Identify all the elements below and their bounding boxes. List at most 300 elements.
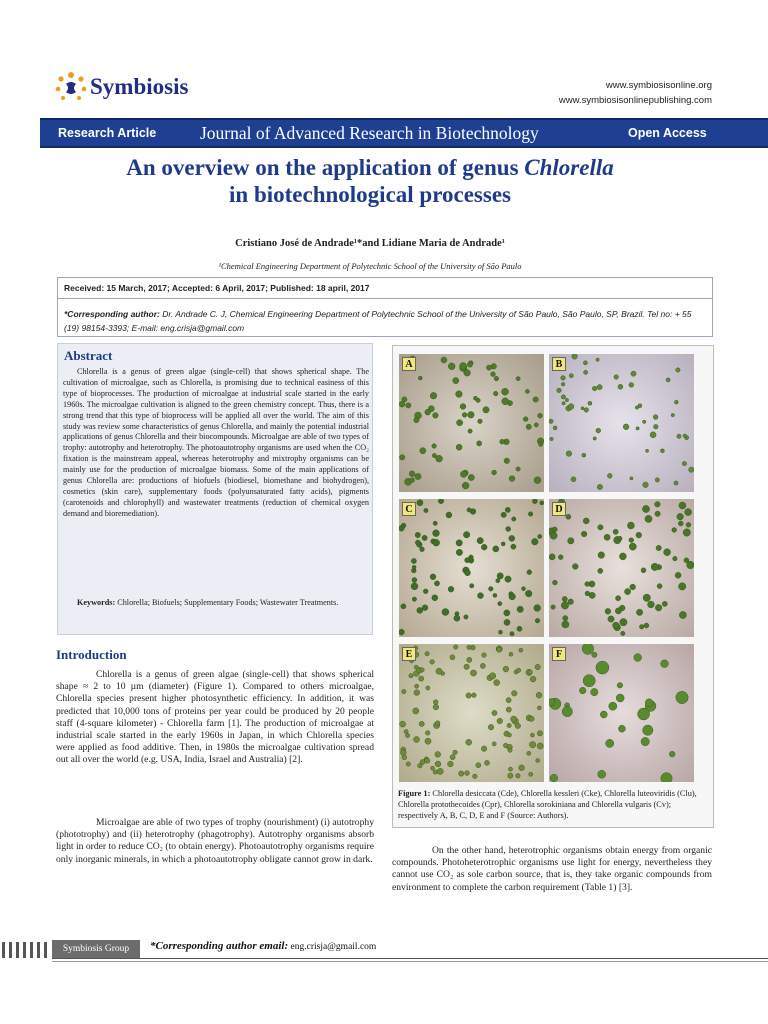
url-symbiosispublishing[interactable]: www.symbiosisonlinepublishing.com [558,95,712,106]
algae-cell [529,772,533,776]
algae-cell [466,739,472,745]
algae-cell [431,766,435,770]
algae-cell [596,661,609,674]
algae-cell [569,374,573,378]
algae-cell [597,484,602,489]
algae-cell [654,424,659,429]
algae-cell [645,699,653,707]
algae-cell [493,546,499,552]
algae-cell [630,477,633,480]
algae-cell [641,568,646,573]
algae-cell [448,761,454,767]
algae-cell [405,733,409,737]
algae-cell [631,371,636,376]
algae-cell [420,668,424,672]
algae-cell [456,540,462,546]
algae-cell [454,645,458,649]
algae-cell [503,666,509,672]
algae-cell [428,406,434,412]
algae-cell [535,618,540,623]
algae-cell [558,555,563,560]
algae-cell [516,467,520,471]
algae-cell [493,593,497,597]
micrograph-panel-d [549,499,694,637]
algae-cell [581,531,587,537]
algae-cell [409,471,415,477]
url-symbiosisonline[interactable]: www.symbiosisonline.org [605,80,712,91]
algae-cell [432,595,438,601]
algae-cell [527,751,531,755]
algae-cell [506,527,511,532]
algae-cell [591,688,598,695]
algae-cell [675,572,681,578]
algae-cell [464,615,468,619]
algae-cell [519,648,523,652]
algae-cell [492,470,497,475]
algae-cell [442,609,449,616]
panel-label-e: E [402,647,416,661]
algae-cell [592,652,597,657]
algae-cell [425,731,430,736]
algae-cell [664,549,671,556]
algae-cell [510,632,514,636]
algae-cell [494,680,500,686]
algae-cell [643,594,650,601]
algae-cell [477,441,482,446]
algae-cell [432,444,437,449]
micrograph-panel-c [399,499,544,637]
algae-cell [400,455,405,460]
algae-cell [568,538,574,544]
algae-cell [592,386,597,391]
algae-cell [606,739,614,747]
algae-cell [523,417,528,422]
algae-cell [460,471,466,477]
algae-cell [477,537,483,543]
algae-cell [419,676,424,681]
algae-cell [506,707,511,712]
article-authors: Cristiano José de Andrade¹*and Lidiane Maria de Andrade¹ [235,238,505,249]
algae-cell [511,544,516,549]
algae-cell [433,530,440,537]
algae-cell [598,552,605,559]
algae-cell [529,716,534,721]
algae-cell [505,507,510,512]
algae-cell [616,596,621,601]
algae-cell [467,657,472,662]
algae-cell [651,563,658,570]
algae-cell [420,448,426,454]
algae-cell [488,724,494,730]
footer-rule [52,958,768,959]
algae-cell [621,631,625,635]
algae-cell [400,750,406,756]
algae-cell [456,444,462,450]
algae-cell [430,660,435,665]
algae-cell [450,655,455,660]
algae-cell [463,532,469,538]
algae-cell [582,453,586,457]
algae-cell [478,419,483,424]
algae-cell [414,737,420,743]
algae-cell [525,590,532,597]
abstract-box [57,343,373,635]
algae-cell [638,404,642,408]
algae-cell [422,535,427,540]
algae-cell [674,400,678,404]
intro-paragraph-2: Microalgae are able of two types of trophy (nourishment) (i) autotrophy (phototrophy) and (ii) heterotrophy (phagotrophy). Autotrophy organisms absorb light in order to reduce CO₂ (to obtain energy). Photoautotrophy organisms require only inorganic minerals, in which a photoautotrophy obligate cannot grow in dark. [56,817,374,865]
algae-cell [650,432,656,438]
algae-cell [516,668,520,672]
algae-cell [562,706,572,716]
algae-cell [655,502,661,508]
algae-cell [597,385,602,390]
algae-cell [661,773,672,782]
algae-cell [568,599,574,605]
algae-cell [399,629,404,635]
algae-cell [685,509,692,516]
algae-cell [525,389,529,393]
algae-cell [655,478,659,482]
algae-cell [456,391,463,398]
algae-cell [501,542,505,546]
algae-cell [528,512,533,517]
algae-cell [473,396,477,400]
algae-cell [613,529,618,534]
algae-cell [473,774,478,779]
algae-cell [642,505,649,512]
algae-cell [584,408,589,413]
algae-cell [453,378,459,384]
algae-cell [502,388,509,395]
algae-cell [481,746,487,752]
algae-cell [550,532,557,539]
algae-cell [472,693,477,698]
algae-cell [662,601,667,606]
algae-cell [657,584,662,589]
algae-cell [689,467,694,472]
keywords: Keywords: Chlorella; Biofuels; Supplementary Foods; Wastewater Treatments. [77,598,339,607]
algae-cell [507,723,511,727]
algae-cell [687,561,694,569]
algae-cell [616,694,624,702]
algae-cell [482,653,487,658]
algae-cell [644,623,649,628]
algae-cell [409,674,413,678]
algae-cell [411,583,418,590]
panel-label-b: B [552,357,566,371]
algae-cell [436,668,442,674]
algae-cell [422,605,428,611]
algae-cell [519,765,525,771]
algae-cell [470,670,476,676]
symbiosis-logo-icon [54,70,88,104]
footer-rule-2 [52,961,768,962]
algae-cell [522,587,526,591]
algae-cell [507,733,511,737]
algae-cell [619,553,626,560]
abstract-heading: Abstract [64,348,113,363]
algae-cell [430,392,437,399]
algae-cell [655,511,660,516]
panel-label-c: C [402,502,416,516]
algae-cell [561,376,566,381]
algae-cell [679,611,686,618]
algae-cell [534,605,541,612]
algae-cell [581,407,584,410]
micrograph-panel-e [399,644,544,782]
info-divider [58,298,712,299]
micrograph-panel-a [399,354,544,492]
algae-cell [438,499,443,504]
algae-cell [433,413,439,419]
algae-cell [499,630,503,634]
algae-cell [480,663,485,668]
algae-cell [643,420,646,423]
algae-cell [562,621,569,628]
algae-cell [413,708,419,714]
algae-cell [596,358,599,361]
algae-cell [489,587,494,592]
algae-cell [593,437,596,440]
micrograph-panel-b [549,354,694,492]
algae-cell [460,404,466,410]
algae-cell [677,434,681,438]
algae-cell [562,596,567,601]
algae-cell [596,428,601,433]
algae-cell [615,608,621,614]
algae-cell [566,451,572,457]
cells-b [549,354,694,492]
algae-cell [671,413,674,416]
algae-cell [608,616,614,622]
algae-cell [426,686,430,690]
algae-cell [516,377,520,381]
algae-cell [528,670,533,675]
algae-cell [414,417,419,422]
algae-cell [561,382,565,386]
algae-cell [565,398,568,401]
algae-cell [566,514,571,519]
algae-cell [625,589,631,595]
algae-cell [509,535,515,541]
algae-cell [509,476,515,482]
algae-cell [557,388,562,393]
algae-cell [506,698,511,703]
algae-cell [470,584,474,588]
algae-cell [494,376,499,381]
algae-cell [503,743,508,748]
journal-title: Journal of Advanced Research in Biotechnology [200,123,539,143]
algae-cell [456,549,462,555]
algae-cell [435,721,440,726]
algae-cell [435,761,441,767]
algae-cell [467,508,471,512]
algae-cell [434,581,439,586]
algae-cell [598,525,603,530]
algae-cell [517,626,522,631]
algae-cell [512,517,516,521]
algae-cell [572,354,578,359]
author-affiliation: ¹Chemical Engineering Department of Polytechnic School of the University of São Paulo [218,261,522,271]
footer-stripes [0,940,50,960]
algae-cell [435,752,441,758]
algae-cell [552,527,557,532]
algae-cell [478,593,484,599]
algae-cell [683,529,690,536]
algae-cell [464,370,471,377]
algae-cell [448,586,454,592]
algae-cell [412,565,416,569]
algae-cell [399,525,404,531]
algae-cell [504,458,510,464]
micrograph-panel-f [549,644,694,782]
algae-cell [589,592,595,598]
algae-cell [446,512,452,518]
algae-cell [666,378,670,382]
algae-cell [549,554,555,560]
algae-cell [588,401,592,405]
algae-cell [656,545,661,550]
algae-cell [568,404,574,410]
panel-label-f: F [552,647,566,661]
algae-cell [550,437,553,440]
algae-cell [433,521,437,525]
algae-cell [636,609,642,615]
algae-cell [430,574,436,580]
introduction-heading: Introduction [56,647,127,662]
algae-cell [614,375,619,380]
algae-cell [453,750,458,755]
article-title: An overview on the application of genus Chlorella in biotechnological processes [126,155,614,207]
algae-cell [414,690,420,696]
article-info-box [57,277,713,337]
algae-cell [468,429,472,433]
algae-cell [623,424,629,430]
algae-cell [636,532,642,538]
algae-cell [598,770,606,778]
algae-cell [561,395,565,399]
figure-caption: Figure 1: Chlorella desiccata (Cde), Chlorella kessleri (Cke), Chlorella luteoviridis (Clu), Chlorella protothecoides (Cpr), Chlorella sorokiniana and Chlorella vulgaris (Cv); respectively A, B, C, D, E and F (Source: Authors). [398,789,697,821]
article-type: Research Article [58,126,157,140]
algae-cell [496,579,500,583]
algae-cell [636,427,639,430]
algae-cell [605,608,611,614]
algae-cell [425,758,430,763]
algae-cell [653,415,658,420]
algae-cell [497,718,503,724]
algae-cell [493,391,498,396]
algae-cell [678,521,683,526]
algae-cell [501,512,506,517]
algae-cell [508,748,512,752]
algae-cell [537,743,543,749]
algae-cell [551,605,555,609]
cells-a [399,354,544,492]
algae-cell [532,538,539,545]
algae-cell [579,687,586,694]
algae-cell [639,625,644,630]
algae-cell [550,774,558,782]
algae-cell [583,361,587,365]
algae-cell [457,420,463,426]
algae-cell [646,449,649,452]
algae-cell [629,538,634,543]
footer-email: *Corresponding author email: eng.crisja@gmail.com [150,940,377,952]
journal-bar [40,118,768,148]
algae-cell [549,419,553,423]
algae-cell [561,602,568,609]
algae-cell [411,558,416,563]
cells-d [549,499,694,637]
intro-paragraph-1: Chlorella is a genus of green algae (single-cell) that shows spherical shape ≈ 2 to 10 µm (diameter) (Figure 1). Compared to others microalgae, Chlorella species present higher photosynthetic efficiency. In addition, it was predicted that 10,000 tons of proteins per year could be produced by 20 people staff (4-square kilometer) - Chlorella farm [1]. The production of microalgae at industrial scale started in the early 1960s in Japan, in which Chlorella species were applied as food additive. Then, in 1980s the microalgae cultivation spread out all over the world (e.g. USA, India, Israel and Australia) [2]. [56,669,374,766]
publication-dates: Received: 15 March, 2017; Accepted: 6 April, 2017; Published: 18 april, 2017 [64,283,370,293]
algae-cell [466,693,471,698]
algae-cell [406,762,410,766]
algae-cell [638,708,650,720]
algae-cell [415,473,421,479]
algae-cell [508,773,513,778]
algae-cell [508,767,512,771]
algae-cell [406,403,411,408]
algae-cell [489,673,495,679]
algae-cell [682,461,686,465]
algae-cell [641,737,649,745]
algae-cell [468,412,475,419]
algae-cell [571,477,576,482]
algae-cell [515,723,521,729]
algae-cell [534,423,538,427]
algae-cell [460,363,467,370]
algae-cell [505,576,511,582]
corresponding-author-info: *Corresponding author: Dr. Andrade C. J, Chemical Engineering Department of Polytechnic School of the University of São Paulo, São Paulo, SP, Brazil. Tel no: + 55 (19) 98154-3393; E-mail: eng.crisja@gmail.com [64,309,692,333]
algae-cell [412,597,416,601]
algae-cell [420,547,425,552]
algae-cell [645,515,652,522]
algae-cell [436,455,443,462]
algae-cell [404,730,408,734]
algae-cell [583,675,595,687]
algae-cell [465,771,470,776]
algae-cell [462,482,469,489]
algae-cell [402,689,406,693]
algae-cell [618,536,623,541]
algae-cell [600,711,607,718]
algae-cell [441,357,447,363]
algae-cell [492,742,496,746]
open-access-label: Open Access [628,126,707,140]
algae-cell [410,478,415,483]
algae-cell [465,558,470,563]
algae-cell [476,763,481,768]
algae-cell [415,684,419,688]
algae-cell [433,770,437,774]
algae-cell [539,442,543,446]
panel-label-a: A [402,357,416,371]
algae-cell [399,401,405,407]
algae-cell [437,768,443,774]
algae-cell [526,424,531,429]
algae-cell [538,413,543,418]
algae-cell [424,508,428,512]
brand-name: Symbiosis [90,74,189,99]
algae-cell [418,376,422,380]
algae-cell [643,725,653,735]
cells-f [549,644,694,782]
algae-cell [419,721,424,726]
algae-cell [516,774,521,779]
header-urls [559,78,712,108]
